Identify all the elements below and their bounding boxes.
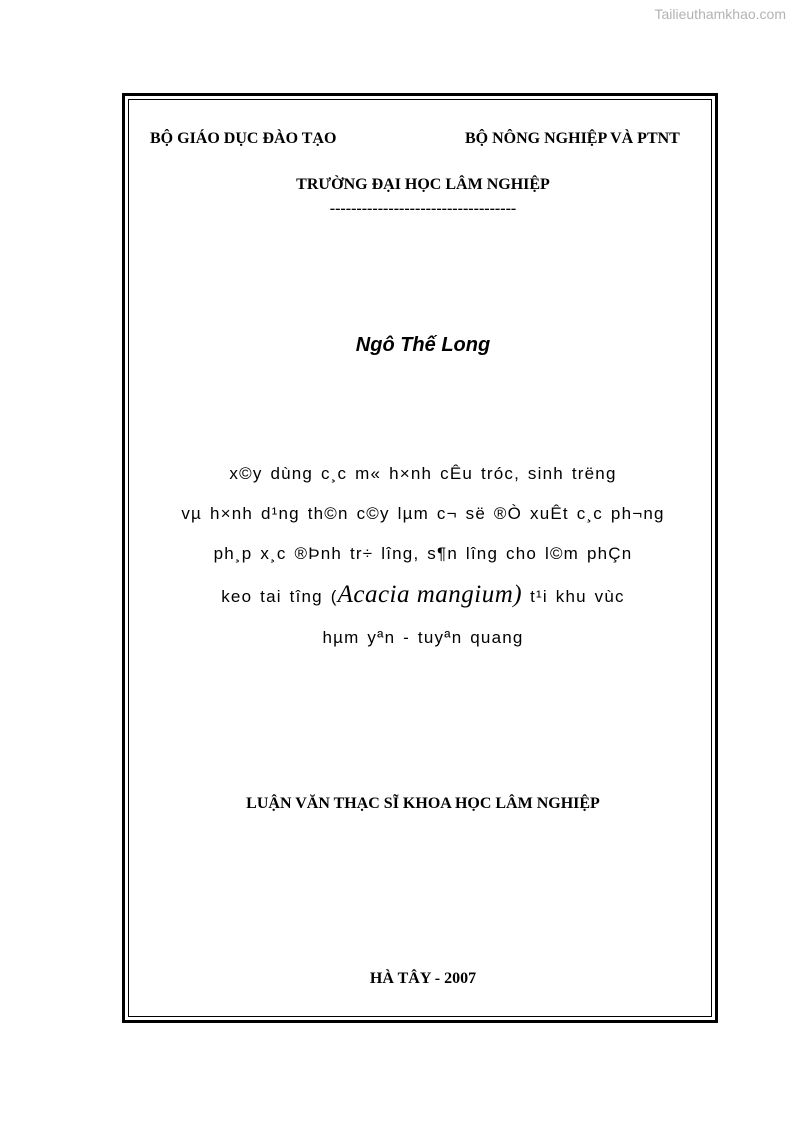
degree-title: LUẬN VĂN THẠC SĨ KHOA HỌC LÂM NGHIỆP: [246, 795, 600, 812]
thesis-title-line-5: hµm yªn - tuyªn quang: [322, 628, 524, 647]
author-name: Ngô Thế Long: [355, 334, 491, 356]
thesis-title-line-3: ph¸p x¸c ®Þnh tr÷ lîng, s¶n lîng cho l©m phÇn: [213, 544, 633, 563]
ministry-education-heading: BỘ GIÁO DỤC ĐÀO TẠO: [150, 130, 337, 147]
species-name: Acacia mangium): [337, 581, 523, 608]
thesis-title-line-4: [0, 581, 794, 609]
thesis-title-line-1: x©y dùng c¸c m« h×nh cÊu tróc, sinh trëng: [229, 464, 617, 483]
place-and-year: HÀ TÂY - 2007: [369, 970, 477, 987]
header-separator: -----------------------------------: [329, 200, 517, 217]
thesis-title-line-4-end: t¹i khu vùc: [522, 587, 625, 606]
ministry-agriculture-heading: BỘ NÔNG NGHIỆP VÀ PTNT: [465, 130, 680, 147]
university-name: TRƯỜNG ĐẠI HỌC LÂM NGHIỆP: [296, 176, 550, 193]
thesis-title-line-4-start: keo tai tîng (: [221, 587, 338, 606]
thesis-title-line-2: vµ h×nh d¹ng th©n c©y lµm c¬ së ®Ò xuÊt c¸c ph¬ng: [181, 504, 665, 523]
watermark: Tailieuthamkhao.com: [654, 6, 786, 22]
